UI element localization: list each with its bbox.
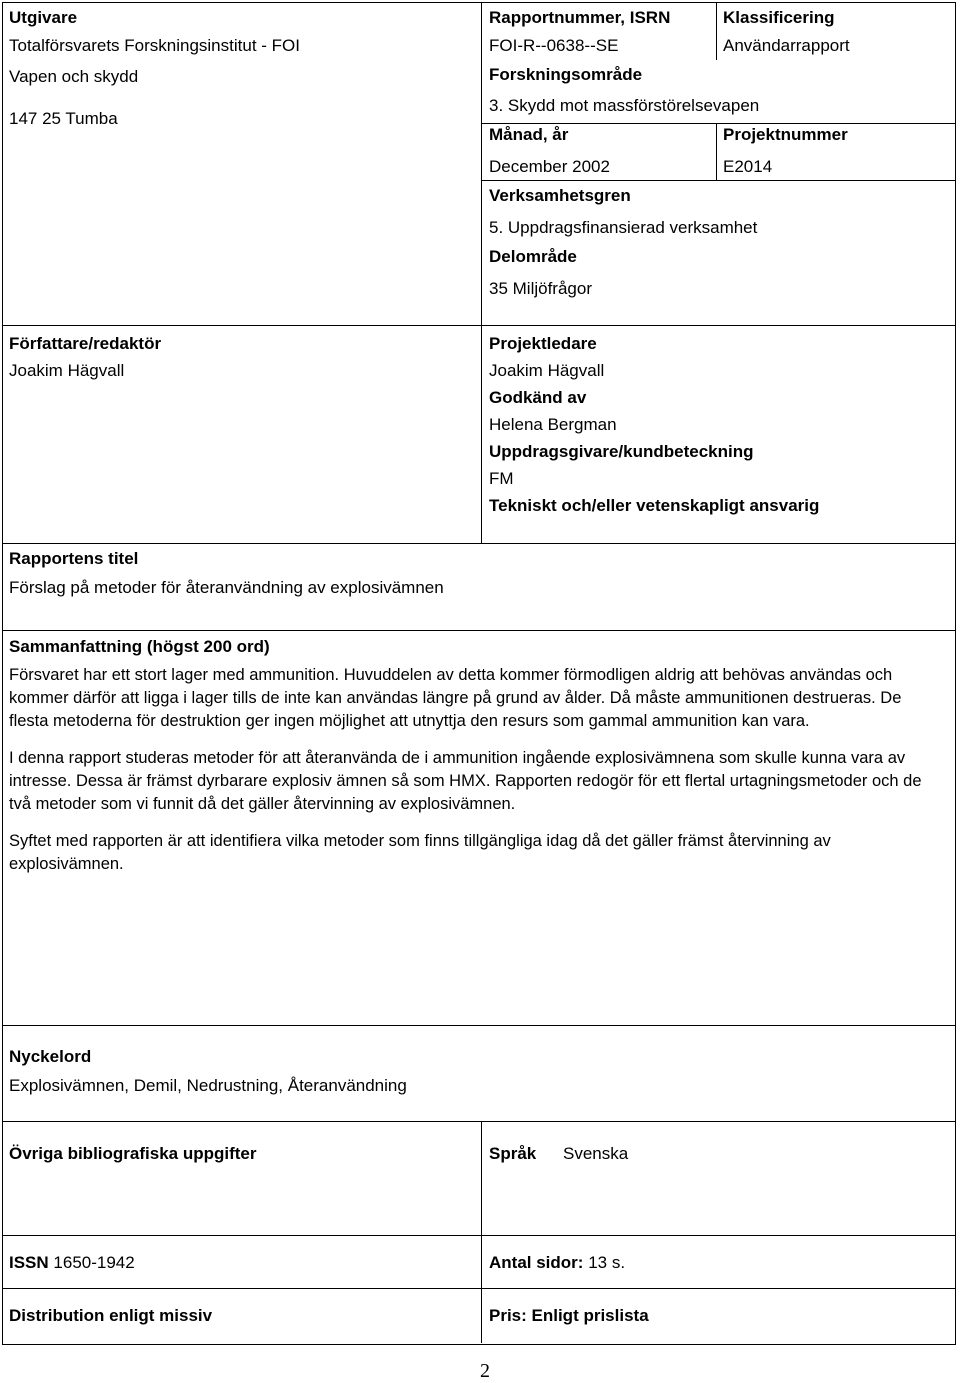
projektledare-label: Projektledare <box>489 334 597 353</box>
report-title: Förslag på metoder för återanvändning av explosivämnen <box>9 578 444 597</box>
row-divider <box>2 1288 956 1289</box>
sprak-label: Språk <box>489 1144 537 1163</box>
verksamhetsgren-value: 5. Uppdragsfinansierad verksamhet <box>489 218 758 237</box>
projektledare-value: Joakim Hägvall <box>489 361 605 380</box>
row-divider <box>2 630 956 631</box>
issn-label: ISSN <box>9 1253 49 1272</box>
utgivare-label: Utgivare <box>9 8 78 27</box>
column-divider <box>481 2 482 543</box>
manad-value: December 2002 <box>489 157 610 176</box>
column-divider <box>481 1121 482 1343</box>
row-divider <box>2 1121 956 1122</box>
utgivare-line: Totalförsvarets Forskningsinstitut - FOI <box>9 36 300 55</box>
klassificering-label: Klassificering <box>723 8 835 27</box>
row-divider <box>2 1025 956 1026</box>
forfattare-label: Författare/redaktör <box>9 334 162 353</box>
summary-body <box>9 664 939 876</box>
cell-divider <box>481 123 956 124</box>
forskningsomrade-value: 3. Skydd mot massförstörelsevapen <box>489 96 760 115</box>
cell-divider <box>481 180 956 181</box>
summary-label: Sammanfattning (högst 200 ord) <box>9 637 270 656</box>
biblio-label: Övriga bibliografiska uppgifter <box>9 1144 257 1163</box>
page-number: 2 <box>480 1360 490 1382</box>
delomrade-value: 35 Miljöfrågor <box>489 279 592 298</box>
summary-paragraph: Syftet med rapporten är att identifiera vilka metoder som finns tillgängliga idag då det gäller främst återvinning av explosivämnen. <box>9 832 831 873</box>
uppdragsgivare-value: FM <box>489 469 514 488</box>
keywords-value: Explosivämnen, Demil, Nedrustning, Återanvändning <box>9 1076 407 1095</box>
issn-field <box>9 1253 135 1273</box>
uppdragsgivare-label: Uppdragsgivare/kundbeteckning <box>489 442 754 461</box>
forfattare-value: Joakim Hägvall <box>9 361 125 380</box>
klassificering-value: Användarrapport <box>723 36 850 55</box>
godkand-value: Helena Bergman <box>489 415 617 434</box>
row-divider <box>2 543 956 544</box>
summary-paragraph: Försvaret har ett stort lager med ammunition. Huvuddelen av detta kommer förmodligen aldrig att behövas användas och kommer därför att ligga i lager tills de inte kan användas längre på grund av ålder. Då måste ammunitionen destrueras. De flesta metoderna för destruktion ger ingen möjlighet att utnyttja den resurs som gammal ammunition kan vara. <box>9 666 902 730</box>
antal-value: 13 s. <box>588 1253 626 1272</box>
forskningsomrade-label: Forskningsområde <box>489 65 643 84</box>
projektnummer-value: E2014 <box>723 157 773 176</box>
manad-label: Månad, år <box>489 125 569 144</box>
sprak-value: Svenska <box>563 1144 629 1163</box>
rapportnummer-label: Rapportnummer, ISRN <box>489 8 671 27</box>
row-divider <box>2 325 956 326</box>
distribution: Distribution enligt missiv <box>9 1306 213 1325</box>
rapportnummer-value: FOI-R--0638--SE <box>489 36 619 55</box>
keywords-label: Nyckelord <box>9 1047 92 1066</box>
verksamhetsgren-label: Verksamhetsgren <box>489 186 631 205</box>
antal-label: Antal sidor: <box>489 1253 584 1272</box>
godkand-label: Godkänd av <box>489 388 587 407</box>
delomrade-label: Delområde <box>489 247 577 266</box>
issn-value: 1650-1942 <box>53 1253 135 1272</box>
column-divider <box>716 2 717 60</box>
projektnummer-label: Projektnummer <box>723 125 848 144</box>
column-divider <box>716 123 717 180</box>
utgivare-line: 147 25 Tumba <box>9 109 118 128</box>
title-label: Rapportens titel <box>9 549 139 568</box>
row-divider <box>2 1235 956 1236</box>
tekniskt-label: Tekniskt och/eller vetenskapligt ansvarig <box>489 496 820 515</box>
pris: Pris: Enligt prislista <box>489 1306 649 1325</box>
utgivare-line: Vapen och skydd <box>9 67 139 86</box>
summary-paragraph: I denna rapport studeras metoder för att återanvända de i ammunition ingående explosivämnena som skulle kunna vara av intresse. Dessa är främst dyrbarare explosiv ämnen så som HMX. Rapporten redogör för ett flertal urtagningsmetoder och de två metoder som vi funnit då det gäller återvinning av explosivämnen. <box>9 749 922 813</box>
antal-field <box>489 1253 625 1273</box>
